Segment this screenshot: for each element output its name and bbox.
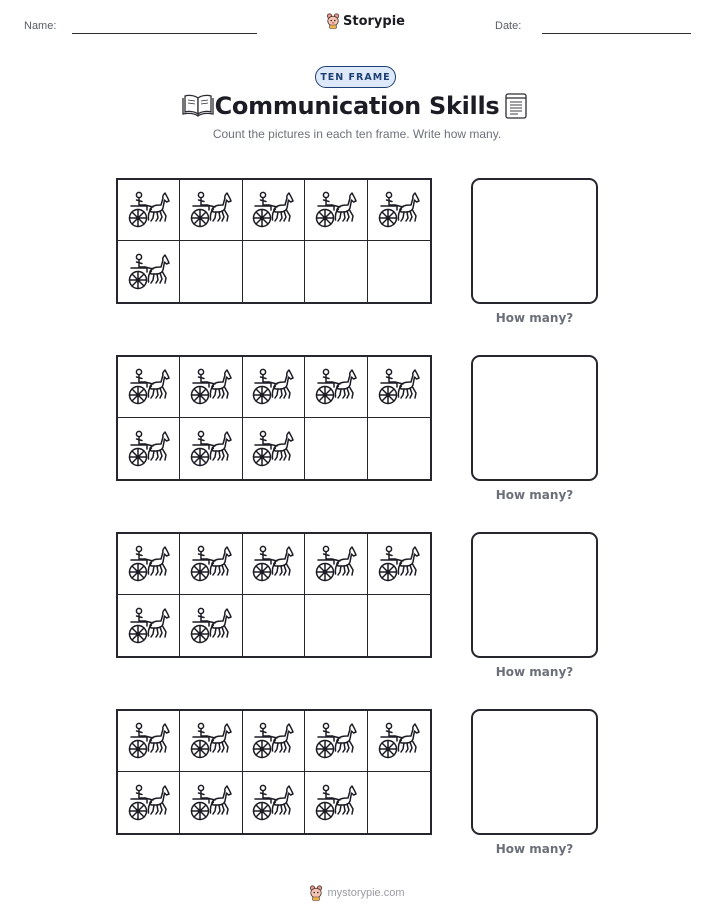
ten-frame-cell bbox=[305, 357, 367, 418]
ten-frame-cell bbox=[118, 595, 180, 656]
ten-frame-cell bbox=[118, 357, 180, 418]
ten-frame-cell bbox=[368, 241, 430, 302]
ten-frame-cell bbox=[243, 418, 305, 479]
horse-chariot-icon bbox=[252, 544, 294, 584]
horse-chariot-icon bbox=[378, 544, 420, 584]
horse-chariot-icon bbox=[190, 721, 232, 761]
ten-frame-cell bbox=[368, 180, 430, 241]
answer-box[interactable] bbox=[471, 355, 598, 481]
ten-frame-cell bbox=[305, 772, 367, 833]
horse-chariot-icon bbox=[190, 367, 232, 407]
ten-frame-cell bbox=[243, 772, 305, 833]
horse-chariot-icon bbox=[128, 367, 170, 407]
horse-chariot-icon bbox=[190, 190, 232, 230]
ten-frame bbox=[116, 355, 432, 481]
ten-frame-cell bbox=[180, 241, 242, 302]
date-line[interactable] bbox=[542, 33, 691, 34]
horse-chariot-icon bbox=[190, 429, 232, 469]
answer-box[interactable] bbox=[471, 178, 598, 304]
horse-chariot-icon bbox=[252, 367, 294, 407]
horse-chariot-icon bbox=[315, 190, 357, 230]
ten-frame-cell bbox=[305, 711, 367, 772]
ten-frame-cell bbox=[305, 534, 367, 595]
how-many-label: How many? bbox=[495, 665, 574, 679]
date-label: Date: bbox=[495, 20, 522, 32]
name-label: Name: bbox=[24, 20, 57, 32]
horse-chariot-icon bbox=[378, 721, 420, 761]
ten-frame-cell bbox=[118, 180, 180, 241]
ten-frame-cell bbox=[368, 418, 430, 479]
horse-chariot-icon bbox=[378, 190, 420, 230]
ten-frame-cell bbox=[118, 772, 180, 833]
ten-frame-cell bbox=[180, 534, 242, 595]
horse-chariot-icon bbox=[378, 367, 420, 407]
footer bbox=[0, 885, 714, 901]
ten-frame-cell bbox=[243, 595, 305, 656]
horse-chariot-icon bbox=[128, 783, 170, 823]
horse-chariot-icon bbox=[190, 606, 232, 646]
ten-frame-cell bbox=[368, 595, 430, 656]
ten-frame-cell bbox=[118, 241, 180, 302]
ten-frame-cell bbox=[180, 772, 242, 833]
ten-frame-cell bbox=[243, 534, 305, 595]
horse-chariot-icon bbox=[128, 429, 170, 469]
horse-chariot-icon bbox=[190, 544, 232, 584]
answer-box[interactable] bbox=[471, 709, 598, 835]
brand-name: Storypie bbox=[343, 13, 405, 29]
ten-frame-cell bbox=[305, 180, 367, 241]
ten-frame-cell bbox=[305, 418, 367, 479]
horse-chariot-icon bbox=[190, 783, 232, 823]
how-many-label: How many? bbox=[495, 488, 574, 502]
storypie-mascot-icon bbox=[309, 885, 323, 901]
ten-frame-cell bbox=[180, 357, 242, 418]
ten-frame-cell bbox=[305, 241, 367, 302]
ten-frame-cell bbox=[180, 711, 242, 772]
ten-frame-cell bbox=[180, 180, 242, 241]
horse-chariot-icon bbox=[252, 783, 294, 823]
ten-frame-cell bbox=[118, 418, 180, 479]
name-line[interactable] bbox=[72, 33, 257, 34]
instructions: Count the pictures in each ten frame. Write how many. bbox=[212, 127, 502, 141]
footer-url[interactable]: mystorypie.com bbox=[327, 887, 405, 899]
ten-frame-cell bbox=[243, 180, 305, 241]
brand-logo bbox=[326, 13, 405, 29]
ten-frame-cell bbox=[243, 241, 305, 302]
horse-chariot-icon bbox=[128, 544, 170, 584]
ten-frame-cell bbox=[180, 418, 242, 479]
ten-frame-cell bbox=[368, 357, 430, 418]
horse-chariot-icon bbox=[128, 190, 170, 230]
ten-frame bbox=[116, 178, 432, 304]
horse-chariot-icon bbox=[128, 606, 170, 646]
answer-box[interactable] bbox=[471, 532, 598, 658]
horse-chariot-icon bbox=[315, 544, 357, 584]
ten-frame-badge: TEN FRAME bbox=[315, 66, 396, 88]
horse-chariot-icon bbox=[252, 429, 294, 469]
horse-chariot-icon bbox=[315, 783, 357, 823]
ten-frame-cell bbox=[305, 595, 367, 656]
storypie-mascot-icon bbox=[326, 13, 340, 29]
ten-frame-cell bbox=[368, 772, 430, 833]
ten-frame-cell bbox=[243, 357, 305, 418]
how-many-label: How many? bbox=[495, 311, 574, 325]
ten-frame-cell bbox=[180, 595, 242, 656]
ten-frame-cell bbox=[118, 711, 180, 772]
horse-chariot-icon bbox=[315, 367, 357, 407]
notepad-icon bbox=[503, 92, 529, 120]
ten-frame bbox=[116, 709, 432, 835]
page-title: Communication Skills bbox=[214, 92, 500, 120]
ten-frame-cell bbox=[368, 534, 430, 595]
how-many-label: How many? bbox=[495, 842, 574, 856]
horse-chariot-icon bbox=[128, 721, 170, 761]
ten-frame-cell bbox=[118, 534, 180, 595]
horse-chariot-icon bbox=[128, 252, 170, 292]
ten-frame-cell bbox=[368, 711, 430, 772]
horse-chariot-icon bbox=[315, 721, 357, 761]
horse-chariot-icon bbox=[252, 721, 294, 761]
ten-frame-cell bbox=[243, 711, 305, 772]
horse-chariot-icon bbox=[252, 190, 294, 230]
ten-frame bbox=[116, 532, 432, 658]
